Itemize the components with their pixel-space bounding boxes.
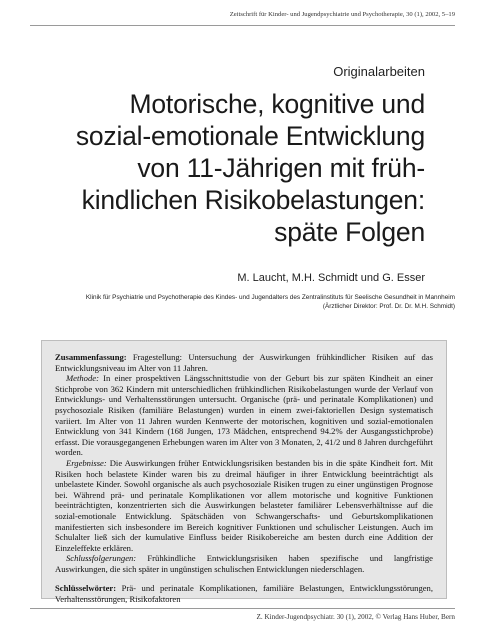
journal-header [30, 11, 455, 26]
abstract-question [55, 352, 433, 373]
affiliation-line: Klinik für Psychiatrie und Psychotherapie des Kindes- und Jugendalters des Zentralinstituts für Seelische Gesundheit in Mannheim [85, 294, 455, 301]
journal-footer [30, 608, 455, 621]
abstract-box [41, 340, 447, 605]
title-line: sozial-emotionale Entwicklung [75, 121, 425, 151]
authors: M. Laucht, M.H. Schmidt und G. Esser [237, 272, 425, 284]
abstract-keywords [55, 583, 433, 604]
abstract-results [55, 458, 433, 553]
summary-label: Zusammenfassung: [55, 352, 127, 362]
conclusions-text: Frühkindliche Entwicklungsrisiken haben spezifische und langfristige Auswirkungen, die sich später in ungünstigen schulischen Entwicklungen niederschlagen. [55, 553, 433, 574]
title-line: von 11-Jährigen mit früh- [137, 153, 425, 183]
abstract-conclusions [55, 553, 433, 574]
affiliation-line: (Ärztlicher Direktor: Prof. Dr. Dr. M.H. Schmidt) [322, 303, 455, 310]
methods-label: Methode: [66, 373, 99, 384]
section-label: Originalarbeiten [333, 64, 425, 79]
title-line: Motorische, kognitive und [129, 89, 425, 119]
article-title [76, 88, 425, 248]
title-line: kindlichen Risikobelastungen: [81, 185, 425, 215]
question-text: Fragestellung: Untersuchung der Auswirkungen frühkindlicher Risiken auf das Entwicklungsniveau im Alter von 11 Jahren. [55, 352, 433, 373]
results-label: Ergebnisse: [66, 457, 107, 468]
results-text: Die Auswirkungen früher Entwicklungsrisiken bestanden bis in die späte Kindheit fort. Mit Risiken hoch belastete Kinder waren bis zu dreimal häufiger in ihrer Entwicklung beeinträchtigt als unbelastete Kinder. Sowohl organische als auch psychosoziale Risiken trugen zu einer ungünstigen Prognose bei. Während prä- und perinatale Komplikationen vor allem motorische und kognitive Funktionen beeinträchtigten, konzentrierten sich die Auswirkungen belasteter familiärer Lebensverhältnisse auf die sozial-emotionale Entwicklung. Spätschäden von Schwangerschafts- und Geburtskomplikationen manifestierten sich insbesondere im Bereich kognitiver Funktionen und schulischer Leistungen. Auch im Schulalter ließ sich der kumulative Einfluss beider Risikobereiche am besten durch eine Addition der Einzeleffekte erklären. [55, 457, 433, 553]
footer-citation: Z. Kinder-Jugendpsychiatr. 30 (1), 2002, © Verlag Hans Huber, Bern [256, 613, 455, 621]
keywords-text: Prä- und perinatale Komplikationen, familiäre Belastungen, Entwicklungsstörungen, Verhaltensstörungen, Risikofaktoren [55, 583, 434, 605]
affiliation [25, 293, 455, 311]
methods-text: In einer prospektiven Längsschnittstudie von der Geburt bis zur späten Kindheit an einer Stichprobe von 362 Kindern mit unterschiedlichen frühkindlichen Risikobelastungen wurde der Verlauf von Entwicklungs- und Verhaltensstörungen untersucht. Organische (prä- und perinatale Komplikationen) und psychosoziale Risiken (familiäre Belastungen) wurden in einem zwei-faktoriellen Design systematisch variiert. Im Alter von 11 Jahren wurden Kennwerte der motorischen, kognitiven und sozial-emotionalen Entwicklung von 341 Kindern (168 Jungen, 173 Mädchen, entsprechend 94.2% der Ausgangsstichprobe) erfasst. Die vorausgegangenen Erhebungen waren im Alter von 3 Monaten, 2, 41/2 und 8 Jahren durchgeführt worden. [55, 373, 433, 458]
abstract-methods [55, 373, 433, 458]
conclusions-label: Schlussfolgerungen: [66, 553, 137, 564]
journal-citation: Zeitschrift für Kinder- und Jugendpsychiatrie und Psychotherapie, 30 (1), 2002, 5–19 [229, 11, 455, 18]
title-line: späte Folgen [274, 217, 425, 247]
keywords-label: Schlüsselwörter: [55, 583, 117, 594]
